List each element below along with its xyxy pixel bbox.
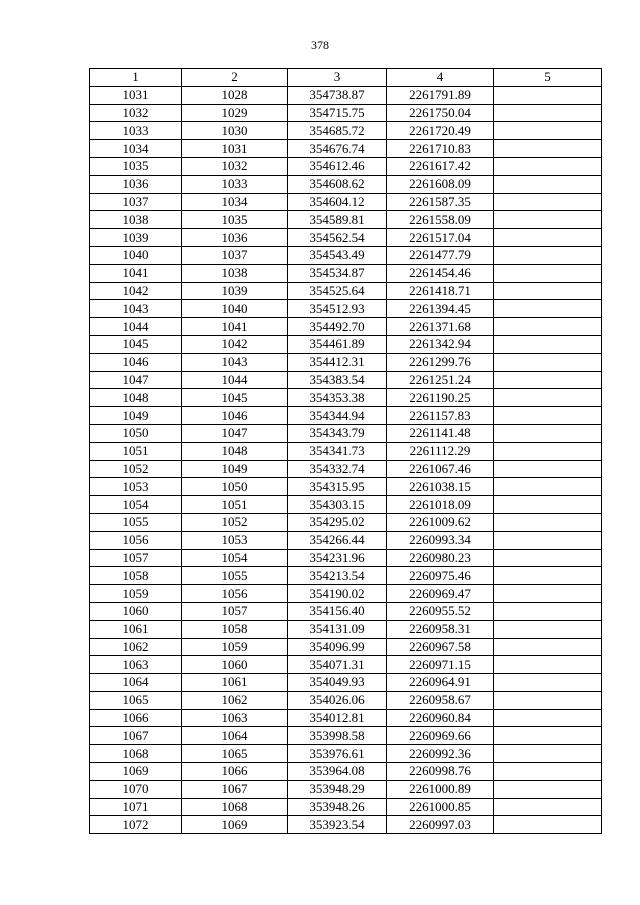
- table-cell-col-4: 2261587.35: [387, 193, 494, 211]
- table-cell-col-3: 353923.54: [288, 816, 387, 834]
- page-number: 378: [311, 38, 329, 52]
- table-cell-col-4: 2260958.31: [387, 620, 494, 638]
- table-cell-col-3: 354190.02: [288, 585, 387, 603]
- table-row: [90, 86, 602, 104]
- table-cell-col-4: 2261342.94: [387, 335, 494, 353]
- table-row: [90, 602, 602, 620]
- table-row: [90, 513, 602, 531]
- table-row: [90, 638, 602, 656]
- table-cell-col-3: 354303.15: [288, 496, 387, 514]
- table-cell-col-1: 1051: [90, 442, 182, 460]
- table-cell-col-4: 2261009.62: [387, 513, 494, 531]
- table-row: [90, 353, 602, 371]
- table-cell-col-5: [494, 442, 602, 460]
- table-cell-col-5: [494, 674, 602, 692]
- table-cell-col-3: 353976.61: [288, 745, 387, 763]
- table-cell-col-1: 1053: [90, 478, 182, 496]
- table-cell-col-5: [494, 318, 602, 336]
- table-cell-col-2: 1039: [182, 282, 288, 300]
- table-cell-col-2: 1066: [182, 763, 288, 781]
- table-cell-col-4: 2260998.76: [387, 763, 494, 781]
- table-row: [90, 140, 602, 158]
- table-cell-col-4: 2261112.29: [387, 442, 494, 460]
- table-cell-col-4: 2261517.04: [387, 229, 494, 247]
- table-cell-col-1: 1057: [90, 549, 182, 567]
- table-cell-col-1: 1036: [90, 175, 182, 193]
- table-cell-col-5: [494, 531, 602, 549]
- table-cell-col-1: 1072: [90, 816, 182, 834]
- table-row: [90, 407, 602, 425]
- table-cell-col-2: 1034: [182, 193, 288, 211]
- table-cell-col-4: 2260997.03: [387, 816, 494, 834]
- table-cell-col-4: 2261710.83: [387, 140, 494, 158]
- table-row: [90, 460, 602, 478]
- table-row: [90, 816, 602, 834]
- table-cell-col-5: [494, 371, 602, 389]
- table-row: [90, 709, 602, 727]
- table-cell-col-5: [494, 353, 602, 371]
- table-cell-col-2: 1028: [182, 86, 288, 104]
- table-cell-col-2: 1031: [182, 140, 288, 158]
- table-cell-col-1: 1048: [90, 389, 182, 407]
- table-cell-col-2: 1043: [182, 353, 288, 371]
- table-cell-col-5: [494, 513, 602, 531]
- table-row: [90, 104, 602, 122]
- table-cell-col-4: 2261558.09: [387, 211, 494, 229]
- table-cell-col-4: 2260969.66: [387, 727, 494, 745]
- table-cell-col-4: 2260955.52: [387, 602, 494, 620]
- table-cell-col-1: 1068: [90, 745, 182, 763]
- table-cell-col-3: 354612.46: [288, 157, 387, 175]
- table-cell-col-1: 1044: [90, 318, 182, 336]
- column-header-5: 5: [494, 69, 602, 87]
- table-cell-col-5: [494, 264, 602, 282]
- table-cell-col-1: 1055: [90, 513, 182, 531]
- table-cell-col-2: 1035: [182, 211, 288, 229]
- table-cell-col-3: 354131.09: [288, 620, 387, 638]
- table-cell-col-2: 1046: [182, 407, 288, 425]
- table-cell-col-3: 354295.02: [288, 513, 387, 531]
- table-cell-col-5: [494, 389, 602, 407]
- column-header-4: 4: [387, 69, 494, 87]
- table-cell-col-1: 1046: [90, 353, 182, 371]
- table-cell-col-3: 354604.12: [288, 193, 387, 211]
- table-row: [90, 229, 602, 247]
- table-cell-col-3: 354156.40: [288, 602, 387, 620]
- table-cell-col-2: 1044: [182, 371, 288, 389]
- table-cell-col-1: 1052: [90, 460, 182, 478]
- table-cell-col-5: [494, 620, 602, 638]
- table-row: [90, 763, 602, 781]
- table-row: [90, 496, 602, 514]
- table-row: [90, 371, 602, 389]
- table-cell-col-1: 1041: [90, 264, 182, 282]
- table-cell-col-1: 1063: [90, 656, 182, 674]
- table-cell-col-4: 2260992.36: [387, 745, 494, 763]
- table-cell-col-4: 2261018.09: [387, 496, 494, 514]
- column-header-1: 1: [90, 69, 182, 87]
- table-cell-col-2: 1057: [182, 602, 288, 620]
- table-cell-col-4: 2261038.15: [387, 478, 494, 496]
- table-cell-col-3: 354492.70: [288, 318, 387, 336]
- table-cell-col-3: 354213.54: [288, 567, 387, 585]
- table-cell-col-5: [494, 478, 602, 496]
- table-cell-col-2: 1062: [182, 691, 288, 709]
- table-row: [90, 157, 602, 175]
- table-cell-col-4: 2260993.34: [387, 531, 494, 549]
- table-cell-col-3: 354525.64: [288, 282, 387, 300]
- table-cell-col-3: 353948.26: [288, 798, 387, 816]
- table-cell-col-4: 2260967.58: [387, 638, 494, 656]
- table-cell-col-4: 2261157.83: [387, 407, 494, 425]
- table-row: [90, 674, 602, 692]
- table-cell-col-4: 2261251.24: [387, 371, 494, 389]
- table-cell-col-4: 2260958.67: [387, 691, 494, 709]
- table-row: [90, 335, 602, 353]
- table-cell-col-1: 1062: [90, 638, 182, 656]
- table-cell-col-5: [494, 691, 602, 709]
- table-cell-col-5: [494, 798, 602, 816]
- table-cell-col-5: [494, 745, 602, 763]
- table-cell-col-5: [494, 638, 602, 656]
- table-cell-col-3: 354589.81: [288, 211, 387, 229]
- table-cell-col-1: 1059: [90, 585, 182, 603]
- table-row: [90, 424, 602, 442]
- table-cell-col-2: 1058: [182, 620, 288, 638]
- table-cell-col-4: 2261454.46: [387, 264, 494, 282]
- table-cell-col-2: 1032: [182, 157, 288, 175]
- table-cell-col-3: 354071.31: [288, 656, 387, 674]
- table-cell-col-4: 2260971.15: [387, 656, 494, 674]
- table-cell-col-2: 1054: [182, 549, 288, 567]
- table-cell-col-1: 1067: [90, 727, 182, 745]
- table-row: [90, 264, 602, 282]
- table-cell-col-4: 2260969.47: [387, 585, 494, 603]
- table-cell-col-1: 1035: [90, 157, 182, 175]
- table-cell-col-5: [494, 602, 602, 620]
- table-cell-col-1: 1071: [90, 798, 182, 816]
- table-cell-col-2: 1055: [182, 567, 288, 585]
- table-cell-col-2: 1060: [182, 656, 288, 674]
- table-cell-col-4: 2260960.84: [387, 709, 494, 727]
- table-cell-col-3: 354608.62: [288, 175, 387, 193]
- table-cell-col-2: 1030: [182, 122, 288, 140]
- table-cell-col-4: 2261418.71: [387, 282, 494, 300]
- table-cell-col-5: [494, 460, 602, 478]
- table-cell-col-5: [494, 300, 602, 318]
- table-cell-col-3: 354412.31: [288, 353, 387, 371]
- table-cell-col-1: 1049: [90, 407, 182, 425]
- table-cell-col-3: 354344.94: [288, 407, 387, 425]
- table-cell-col-4: 2261000.89: [387, 780, 494, 798]
- table-cell-col-1: 1038: [90, 211, 182, 229]
- table-cell-col-5: [494, 816, 602, 834]
- table-cell-col-4: 2261000.85: [387, 798, 494, 816]
- table-cell-col-1: 1070: [90, 780, 182, 798]
- table-cell-col-5: [494, 211, 602, 229]
- table-cell-col-4: 2261608.09: [387, 175, 494, 193]
- table-cell-col-1: 1032: [90, 104, 182, 122]
- table-cell-col-5: [494, 193, 602, 211]
- table-cell-col-2: 1033: [182, 175, 288, 193]
- table-cell-col-5: [494, 175, 602, 193]
- table-cell-col-2: 1045: [182, 389, 288, 407]
- table-cell-col-5: [494, 407, 602, 425]
- table-cell-col-2: 1036: [182, 229, 288, 247]
- table-cell-col-4: 2261141.48: [387, 424, 494, 442]
- table-cell-col-5: [494, 549, 602, 567]
- table-cell-col-1: 1054: [90, 496, 182, 514]
- table-row: [90, 318, 602, 336]
- table-cell-col-5: [494, 585, 602, 603]
- table-cell-col-1: 1031: [90, 86, 182, 104]
- table-row: [90, 175, 602, 193]
- table-cell-col-3: 354685.72: [288, 122, 387, 140]
- table-row: [90, 389, 602, 407]
- table-row: [90, 300, 602, 318]
- table-cell-col-4: 2261371.68: [387, 318, 494, 336]
- coordinates-table: [89, 68, 602, 834]
- table-cell-col-1: 1061: [90, 620, 182, 638]
- table-cell-col-2: 1037: [182, 246, 288, 264]
- table-cell-col-2: 1047: [182, 424, 288, 442]
- table-cell-col-4: 2260980.23: [387, 549, 494, 567]
- table-cell-col-4: 2261299.76: [387, 353, 494, 371]
- table-cell-col-1: 1045: [90, 335, 182, 353]
- table-cell-col-3: 353948.29: [288, 780, 387, 798]
- table-cell-col-2: 1051: [182, 496, 288, 514]
- table-cell-col-2: 1063: [182, 709, 288, 727]
- table-cell-col-3: 354049.93: [288, 674, 387, 692]
- table-cell-col-5: [494, 104, 602, 122]
- table-cell-col-3: 354096.99: [288, 638, 387, 656]
- table-cell-col-1: 1043: [90, 300, 182, 318]
- table-cell-col-2: 1049: [182, 460, 288, 478]
- table-cell-col-1: 1069: [90, 763, 182, 781]
- table-header-row: [90, 69, 602, 87]
- table-cell-col-3: 354676.74: [288, 140, 387, 158]
- table-cell-col-2: 1050: [182, 478, 288, 496]
- table-cell-col-2: 1069: [182, 816, 288, 834]
- table-row: [90, 531, 602, 549]
- table-cell-col-1: 1034: [90, 140, 182, 158]
- table-cell-col-5: [494, 335, 602, 353]
- table-cell-col-3: 354266.44: [288, 531, 387, 549]
- table-cell-col-3: 354562.54: [288, 229, 387, 247]
- table-cell-col-3: 354512.93: [288, 300, 387, 318]
- table-cell-col-1: 1056: [90, 531, 182, 549]
- table-cell-col-2: 1038: [182, 264, 288, 282]
- table-cell-col-5: [494, 246, 602, 264]
- table-cell-col-4: 2261067.46: [387, 460, 494, 478]
- table-cell-col-5: [494, 424, 602, 442]
- table-row: [90, 745, 602, 763]
- table-cell-col-5: [494, 496, 602, 514]
- table-cell-col-2: 1064: [182, 727, 288, 745]
- table-row: [90, 193, 602, 211]
- table-cell-col-4: 2261394.45: [387, 300, 494, 318]
- table-cell-col-3: 354231.96: [288, 549, 387, 567]
- table-cell-col-1: 1050: [90, 424, 182, 442]
- table-cell-col-4: 2261720.49: [387, 122, 494, 140]
- table-cell-col-4: 2261791.89: [387, 86, 494, 104]
- table-cell-col-5: [494, 229, 602, 247]
- table-cell-col-3: 353998.58: [288, 727, 387, 745]
- table-cell-col-5: [494, 727, 602, 745]
- table-cell-col-1: 1033: [90, 122, 182, 140]
- table-cell-col-1: 1065: [90, 691, 182, 709]
- table-cell-col-4: 2260964.91: [387, 674, 494, 692]
- table-row: [90, 442, 602, 460]
- table-cell-col-3: 353964.08: [288, 763, 387, 781]
- table-row: [90, 211, 602, 229]
- column-header-3: 3: [288, 69, 387, 87]
- table-cell-col-3: 354315.95: [288, 478, 387, 496]
- table-cell-col-5: [494, 656, 602, 674]
- table-row: [90, 246, 602, 264]
- table-cell-col-4: 2261750.04: [387, 104, 494, 122]
- table-cell-col-3: 354012.81: [288, 709, 387, 727]
- table-cell-col-2: 1041: [182, 318, 288, 336]
- table-cell-col-1: 1037: [90, 193, 182, 211]
- table-cell-col-2: 1059: [182, 638, 288, 656]
- table-cell-col-4: 2261617.42: [387, 157, 494, 175]
- table-cell-col-4: 2261190.25: [387, 389, 494, 407]
- table-row: [90, 585, 602, 603]
- table-cell-col-3: 354543.49: [288, 246, 387, 264]
- table-cell-col-3: 354332.74: [288, 460, 387, 478]
- table-cell-col-5: [494, 763, 602, 781]
- table-cell-col-1: 1039: [90, 229, 182, 247]
- table-row: [90, 780, 602, 798]
- table-row: [90, 656, 602, 674]
- table-row: [90, 691, 602, 709]
- table-cell-col-2: 1056: [182, 585, 288, 603]
- table-row: [90, 727, 602, 745]
- table-row: [90, 478, 602, 496]
- table-cell-col-1: 1042: [90, 282, 182, 300]
- table-cell-col-2: 1067: [182, 780, 288, 798]
- table-cell-col-3: 354343.79: [288, 424, 387, 442]
- table-cell-col-1: 1040: [90, 246, 182, 264]
- column-header-2: 2: [182, 69, 288, 87]
- table-cell-col-3: 354534.87: [288, 264, 387, 282]
- table-cell-col-3: 354341.73: [288, 442, 387, 460]
- table-cell-col-2: 1048: [182, 442, 288, 460]
- table-cell-col-1: 1066: [90, 709, 182, 727]
- table-cell-col-5: [494, 157, 602, 175]
- table-cell-col-2: 1053: [182, 531, 288, 549]
- table-cell-col-1: 1058: [90, 567, 182, 585]
- table-cell-col-2: 1040: [182, 300, 288, 318]
- table-cell-col-1: 1047: [90, 371, 182, 389]
- table-row: [90, 567, 602, 585]
- table-cell-col-3: 354461.89: [288, 335, 387, 353]
- table-cell-col-4: 2260975.46: [387, 567, 494, 585]
- table-row: [90, 620, 602, 638]
- table-cell-col-5: [494, 122, 602, 140]
- table-cell-col-3: 354738.87: [288, 86, 387, 104]
- table-cell-col-4: 2261477.79: [387, 246, 494, 264]
- table-cell-col-1: 1064: [90, 674, 182, 692]
- table-cell-col-3: 354715.75: [288, 104, 387, 122]
- table-cell-col-2: 1061: [182, 674, 288, 692]
- table-body: [90, 86, 602, 833]
- table-cell-col-2: 1029: [182, 104, 288, 122]
- table-row: [90, 549, 602, 567]
- table-cell-col-2: 1068: [182, 798, 288, 816]
- table-cell-col-5: [494, 282, 602, 300]
- table-cell-col-2: 1065: [182, 745, 288, 763]
- table-cell-col-2: 1042: [182, 335, 288, 353]
- table-cell-col-5: [494, 86, 602, 104]
- table-cell-col-5: [494, 780, 602, 798]
- table-cell-col-3: 354353.38: [288, 389, 387, 407]
- table-cell-col-5: [494, 709, 602, 727]
- table-cell-col-5: [494, 567, 602, 585]
- table-row: [90, 282, 602, 300]
- table-cell-col-3: 354383.54: [288, 371, 387, 389]
- table-row: [90, 122, 602, 140]
- table-cell-col-3: 354026.06: [288, 691, 387, 709]
- table-cell-col-1: 1060: [90, 602, 182, 620]
- table-row: [90, 798, 602, 816]
- table-cell-col-5: [494, 140, 602, 158]
- table-cell-col-2: 1052: [182, 513, 288, 531]
